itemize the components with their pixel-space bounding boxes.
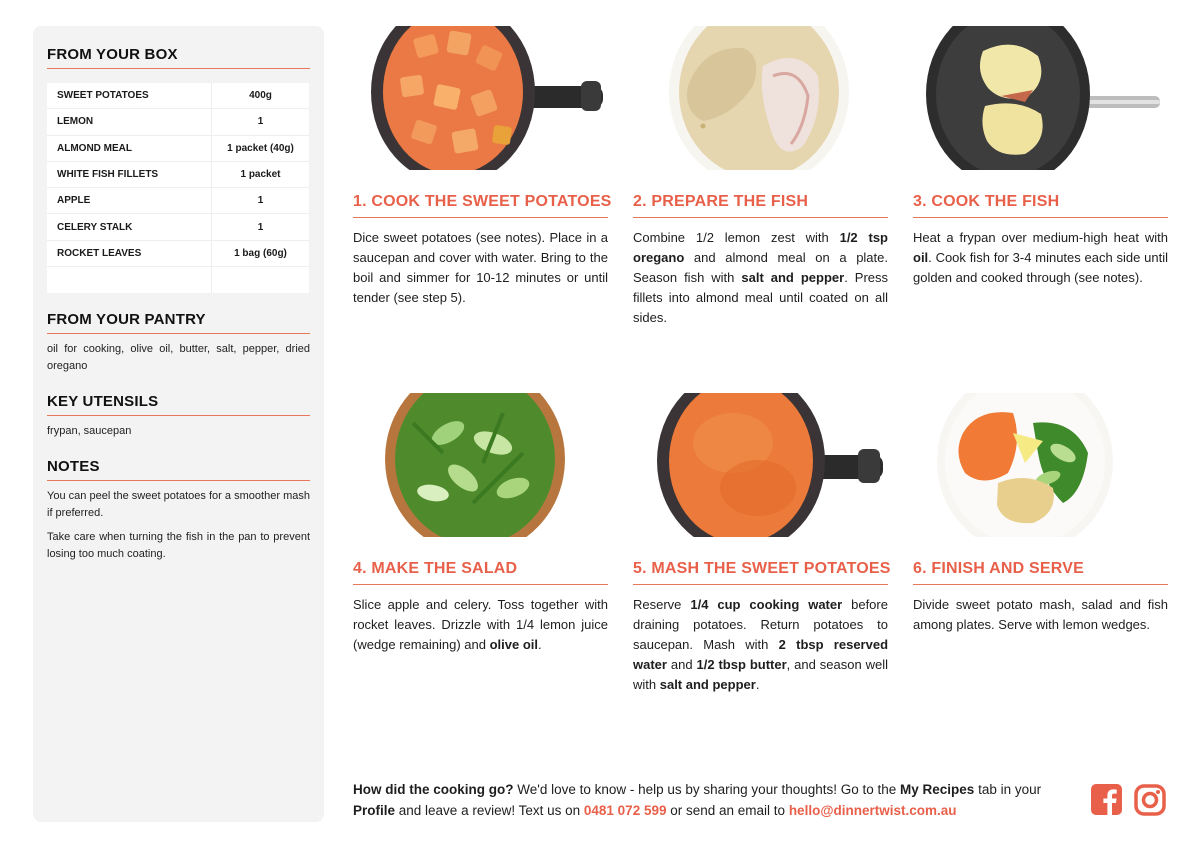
text-segment: Reserve: [633, 597, 691, 612]
ingredient-name: ALMOND MEAL: [57, 142, 132, 154]
bold-text: olive oil: [489, 637, 538, 652]
ingredient-row-empty: [47, 267, 309, 293]
feedback-footer: [353, 779, 1073, 821]
ingredient-name: ROCKET LEAVES: [57, 247, 142, 259]
text-segment: Heat a frypan over medium-high heat with: [913, 230, 1168, 245]
text-segment: .: [537, 637, 542, 652]
from-your-box-heading: FROM YOUR BOX: [47, 46, 310, 69]
text-segment: and: [666, 657, 697, 672]
ingredient-row: [47, 241, 309, 267]
ingredient-row: [47, 162, 309, 188]
text-segment: We'd love to know - help us by sharing your thoughts! Go to the: [513, 782, 901, 797]
step-title: 1. COOK THE SWEET POTATOES: [353, 193, 608, 218]
pantry-text: oil for cooking, olive oil, butter, salt, pepper, dried oregano: [47, 343, 310, 373]
step-title: 5. MASH THE SWEET POTATOES: [633, 560, 888, 585]
text-segment: tab in your: [974, 782, 1042, 797]
text-segment: , and season well with: [633, 657, 888, 692]
text-segment: and leave a review! Text us on: [395, 803, 584, 818]
frypan-fish-photo: [913, 26, 1168, 170]
ingredient-row: [47, 136, 309, 162]
mashed-sweet-potato-photo: [633, 393, 888, 537]
notes-heading: NOTES: [47, 458, 310, 481]
instagram-icon[interactable]: [1134, 784, 1166, 816]
text-segment: Divide sweet potato mash, salad and fish among plates. Serve with lemon wedges.: [913, 597, 1168, 632]
step-3: [913, 26, 1168, 288]
step-body: [353, 595, 608, 655]
facebook-icon[interactable]: [1091, 784, 1122, 815]
text-segment: . Press fillets into almond meal until coated on all sides.: [633, 270, 889, 325]
ingredient-name: SWEET POTATOES: [57, 90, 149, 102]
text-segment: .: [755, 677, 760, 692]
bold-text: 2 tbsp reserved water: [633, 637, 889, 672]
bold-text: Profile: [353, 803, 396, 818]
step-2: [633, 26, 888, 328]
plated-dish-photo: [913, 393, 1168, 537]
pantry-heading: FROM YOUR PANTRY: [47, 311, 310, 334]
bold-text: 1/2 tbsp butter: [696, 657, 787, 672]
ingredient-name: CELERY STALK: [57, 221, 133, 233]
ingredient-row: [47, 214, 309, 240]
saucepan-sweet-potato-photo: [353, 26, 608, 170]
step-body: [633, 228, 888, 328]
step-4: [353, 393, 608, 655]
ingredient-name: APPLE: [57, 195, 91, 207]
step-body: [913, 595, 1168, 635]
bold-text: oil: [913, 250, 929, 265]
ingredient-qty: 1: [211, 188, 309, 213]
ingredients-table: [47, 83, 309, 293]
contact-link[interactable]: hello@dinnertwist.com.au: [788, 803, 957, 818]
bold-text: 1/2 tsp oregano: [633, 230, 888, 265]
ingredient-row: [47, 188, 309, 214]
contact-link[interactable]: 0481 072 599: [583, 803, 667, 818]
ingredient-qty: 1: [211, 214, 309, 239]
step-body: [913, 228, 1168, 288]
ingredient-name: LEMON: [57, 116, 94, 128]
ingredient-qty: 1 packet: [211, 162, 309, 187]
text-segment: or send an email to: [666, 803, 789, 818]
step-5: [633, 393, 891, 695]
text-segment: before draining potatoes. Return potatoes to saucepan. Mash with: [633, 597, 888, 652]
bold-text: salt and pepper: [659, 677, 756, 692]
ingredient-qty: 1: [211, 109, 309, 134]
text-segment: Dice sweet potatoes (see notes). Place in a saucepan and cover with water. Bring to the boil and simmer for 10-12 minutes or until tender (see step 5).: [353, 230, 608, 305]
utensils-section: [47, 393, 310, 440]
ingredient-qty: 1 bag (60g): [211, 241, 309, 266]
step-title: 6. FINISH AND SERVE: [913, 560, 1168, 585]
ingredient-name: WHITE FISH FILLETS: [57, 169, 159, 181]
step-6: [913, 393, 1168, 635]
bold-text: My Recipes: [900, 782, 975, 797]
ingredient-row: [47, 83, 309, 109]
step-title: 3. COOK THE FISH: [913, 193, 1168, 218]
step-title: 4. MAKE THE SALAD: [353, 560, 608, 585]
ingredient-qty: 1 packet (40g): [211, 136, 309, 161]
utensils-heading: KEY UTENSILS: [47, 393, 310, 416]
salad-bowl-photo: [353, 393, 608, 537]
text-segment: Slice apple and celery. Toss together with rocket leaves. Drizzle with 1/4 lemon juice (wedge remaining) and: [353, 597, 608, 652]
ingredient-qty: 400g: [211, 83, 309, 108]
note-text: You can peel the sweet potatoes for a smoother mash if preferred.: [47, 490, 310, 520]
ingredients-sidebar: [33, 26, 324, 822]
step-1: [353, 26, 612, 308]
step-title: 2. PREPARE THE FISH: [633, 193, 888, 218]
step-body: [633, 595, 888, 695]
pantry-section: [47, 311, 310, 375]
bold-text: How did the cooking go?: [353, 782, 514, 797]
text-segment: Combine 1/2 lemon zest with: [633, 230, 840, 245]
bold-text: 1/4 cup cooking water: [690, 597, 843, 612]
ingredient-row: [47, 109, 309, 135]
utensils-text: frypan, saucepan: [47, 425, 132, 438]
notes-section: [47, 458, 310, 563]
crumbed-fish-photo: [633, 26, 888, 170]
note-text: Take care when turning the fish in the pan to prevent losing too much coating.: [47, 531, 310, 561]
step-body: [353, 228, 608, 308]
bold-text: salt and pepper: [741, 270, 845, 285]
text-segment: and almond meal on a plate. Season fish with: [633, 250, 888, 285]
text-segment: . Cook fish for 3-4 minutes each side until golden and cooked through (see notes).: [913, 250, 1168, 285]
